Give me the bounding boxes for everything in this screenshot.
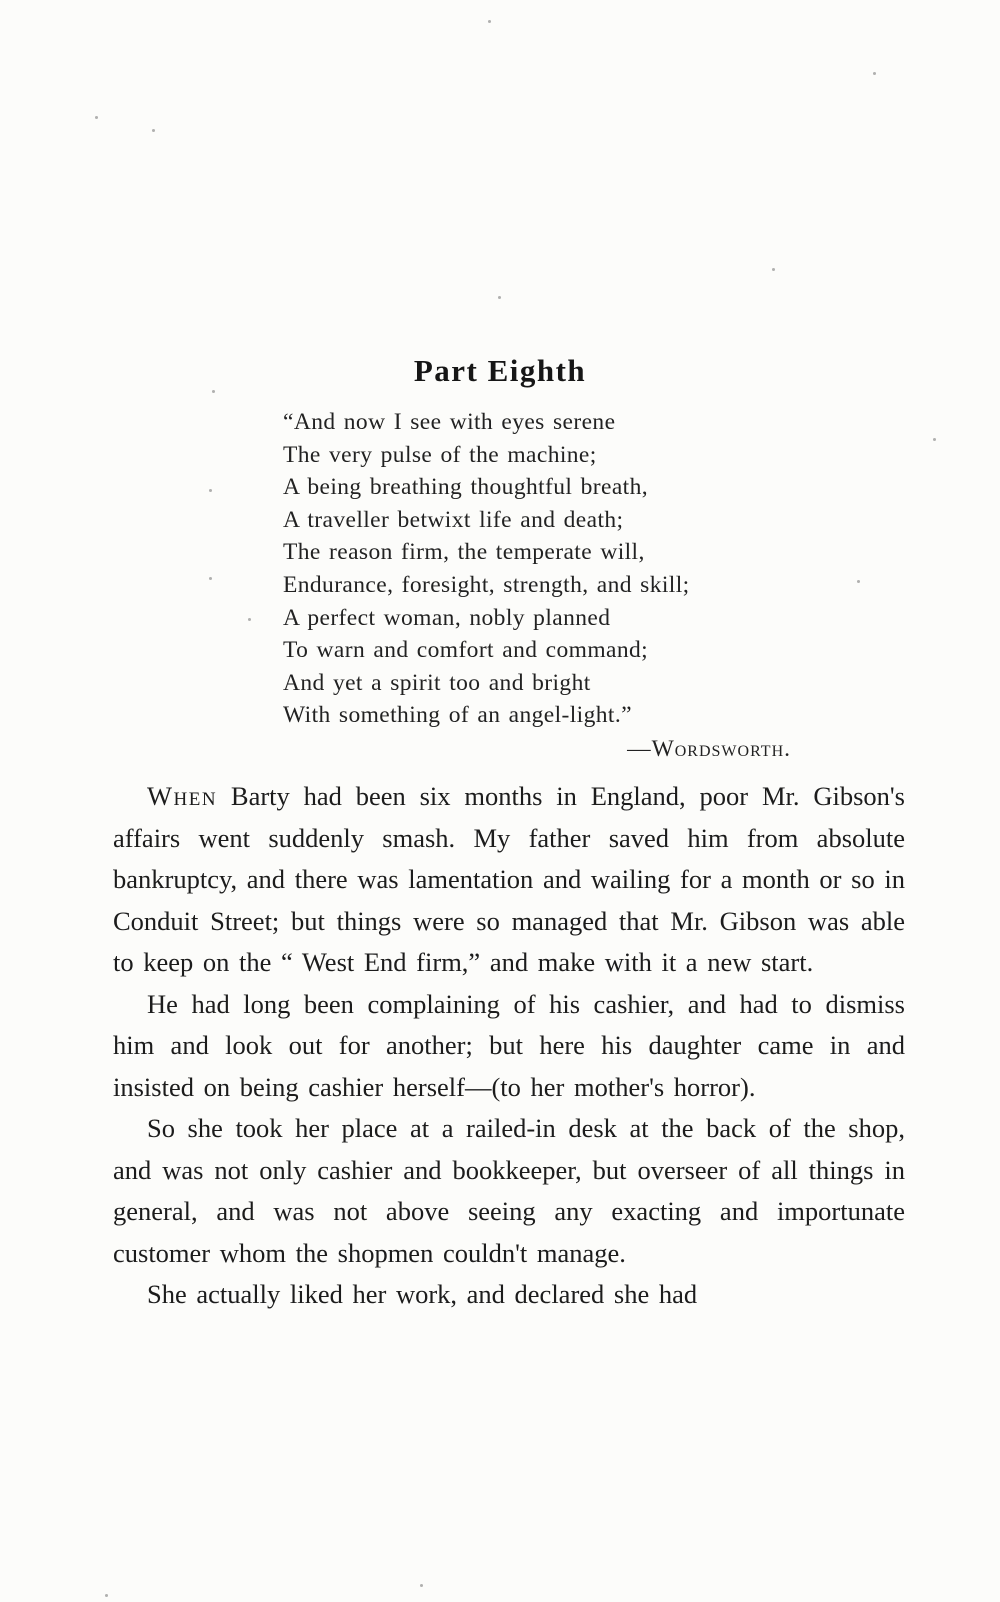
poem-line: The reason firm, the temperate will, — [283, 539, 645, 566]
poem-line: With something of an angel-light.” — [283, 702, 632, 729]
scan-speck — [248, 618, 251, 621]
paragraph: So she took her place at a railed-in desk at the back of the shop, and was not only cashier and bookkeeper, but overseer of all things in general, and was not above seeing any exacting and importunate customer whom the shopmen couldn't manage. — [113, 1113, 905, 1268]
poem-line: A traveller betwixt life and death; — [283, 506, 624, 533]
scan-speck — [212, 390, 215, 393]
chapter-heading: Part Eighth — [413, 352, 587, 388]
poem-line: The very pulse of the machine; — [283, 441, 597, 468]
paragraph — [113, 776, 905, 984]
lead-word: When — [147, 781, 218, 811]
scan-speck — [498, 296, 501, 299]
scan-speck — [152, 129, 155, 132]
poem-attribution: —Wordsworth. — [627, 735, 791, 762]
poem-line: And yet a spirit too and bright — [283, 669, 591, 696]
scan-speck — [873, 72, 876, 75]
scan-speck — [772, 268, 775, 271]
scan-speck — [209, 489, 212, 492]
scan-speck — [105, 1594, 108, 1597]
poem-line: To warn and comfort and command; — [283, 637, 649, 664]
poem-line: A perfect woman, nobly planned — [283, 604, 611, 631]
paragraph: She actually liked her work, and declared she had — [147, 1279, 698, 1309]
poem-line: A being breathing thoughtful breath, — [283, 474, 649, 501]
body-text — [113, 776, 905, 1316]
paragraph: He had long been complaining of his cashier, and had to dismiss him and look out for another; but here his daughter came in and insisted on being cashier herself—(to her mother's horror). — [113, 988, 905, 1102]
poem-line: Endurance, foresight, strength, and skill; — [283, 571, 690, 598]
scan-speck — [95, 116, 98, 119]
poem-line: “And now I see with eyes serene — [283, 409, 616, 435]
scan-speck — [488, 20, 491, 23]
poem-quote — [283, 406, 799, 766]
scan-speck — [933, 438, 936, 441]
scan-speck — [420, 1584, 423, 1587]
scan-speck — [209, 577, 212, 580]
paragraph-text: Barty had been six months in England, poor Mr. Gibson's affairs went suddenly smash. My father saved him from absolute bankruptcy, and there was lamentation and wailing for a month or so in Conduit Street; but things were so managed that Mr. Gibson was able to keep on the “ West End firm,” and make with it a new start. — [113, 781, 905, 977]
scan-speck — [857, 580, 860, 583]
